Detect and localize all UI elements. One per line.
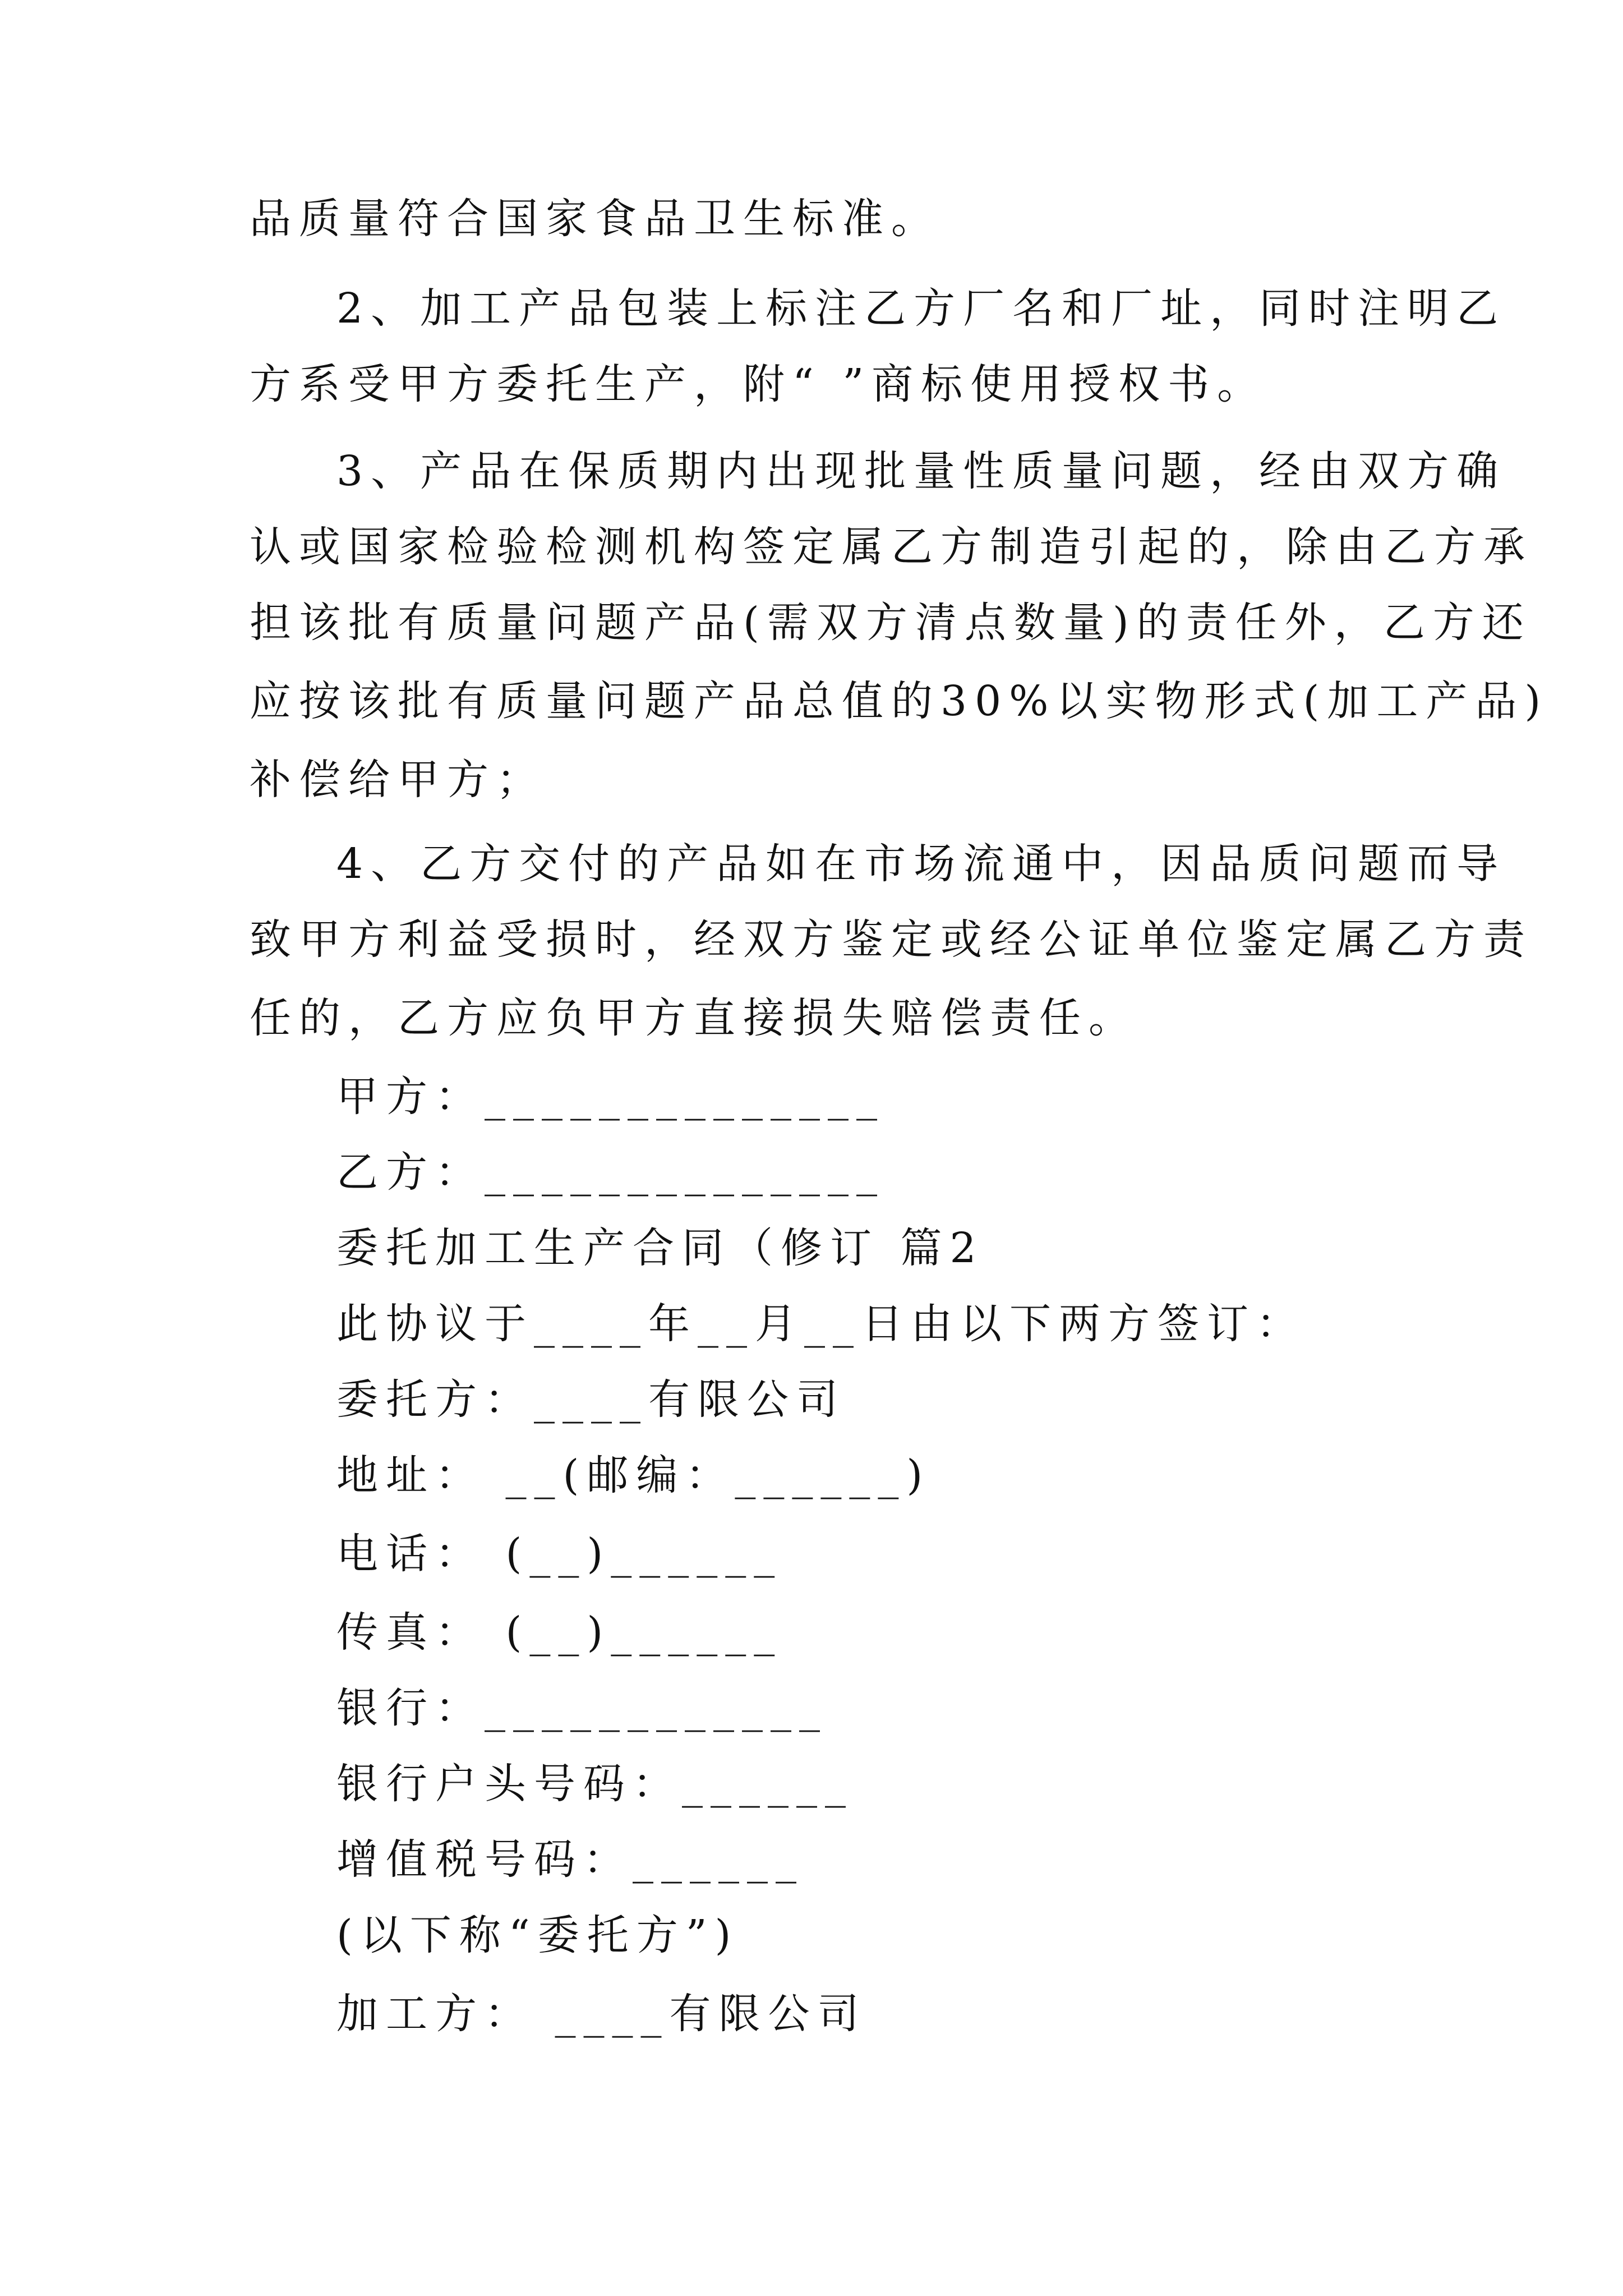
fax-field: 传真： (__)______ <box>336 1608 783 1657</box>
paragraph-line: 补偿给甲方； <box>250 756 546 804</box>
agreement-date-line: 此协议于____年__月__日由以下两方签订： <box>336 1300 1306 1348</box>
client-alias-note: (以下称“委托方”) <box>336 1911 739 1959</box>
bank-account-field: 银行户头号码：______ <box>336 1760 854 1808</box>
paragraph-line: 方系受甲方委托生产，附“ ”商标使用授权书。 <box>250 360 1267 408</box>
vat-number-field: 增值税号码：______ <box>336 1835 804 1884</box>
section-title: 委托加工生产合同（修订 篇2 <box>336 1224 984 1272</box>
paragraph-line: 4、乙方交付的产品如在市场流通中，因品质问题而导 <box>336 840 1506 888</box>
address-field: 地址： __(邮编：______) <box>336 1451 931 1499</box>
paragraph-line: 担该批有质量问题产品(需双方清点数量)的责任外，乙方还 <box>250 599 1532 647</box>
paragraph-line: 应按该批有质量问题产品总值的30%以实物形式(加工产品) <box>250 677 1549 725</box>
bank-field: 银行：____________ <box>336 1684 828 1732</box>
paragraph-line: 品质量符合国家食品卫生标准。 <box>250 195 940 243</box>
party-b-field: 乙方：______________ <box>336 1148 885 1197</box>
processor-field: 加工方： ____有限公司 <box>336 1990 867 2038</box>
paragraph-line: 任的，乙方应负甲方直接损失赔偿责任。 <box>250 994 1138 1042</box>
client-field: 委托方：____有限公司 <box>336 1375 846 1424</box>
party-a-field: 甲方：______________ <box>336 1073 885 1121</box>
phone-field: 电话： (__)______ <box>336 1530 783 1578</box>
paragraph-line: 2、加工产品包装上标注乙方厂名和厂址，同时注明乙 <box>336 284 1506 333</box>
paragraph-line: 认或国家检验检测机构签定属乙方制造引起的，除由乙方承 <box>250 523 1533 571</box>
paragraph-line: 3、产品在保质期内出现批量性质量问题，经由双方确 <box>336 447 1506 495</box>
paragraph-line: 致甲方利益受损时，经双方鉴定或经公证单位鉴定属乙方责 <box>250 915 1533 964</box>
